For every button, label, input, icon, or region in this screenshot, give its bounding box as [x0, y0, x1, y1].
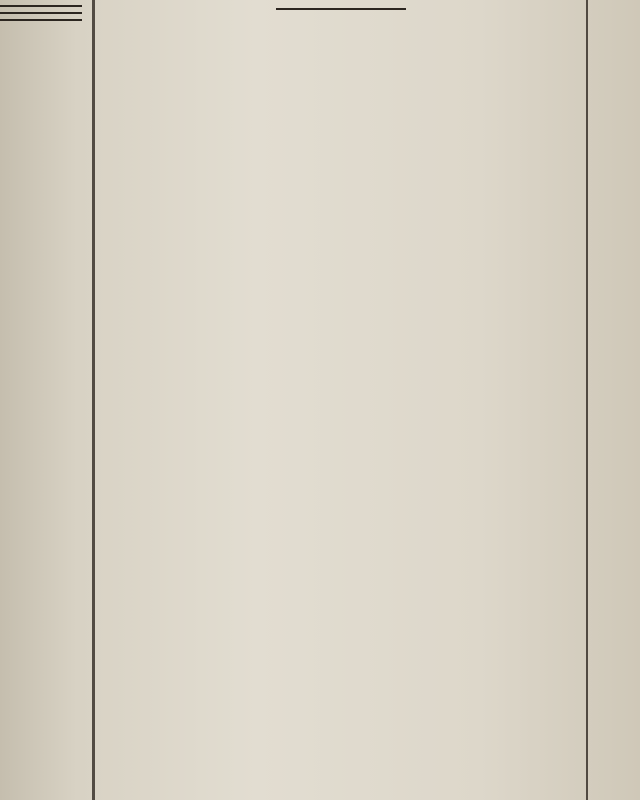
left-column-fragment — [0, 0, 88, 800]
main-article-column — [100, 0, 582, 800]
divider — [0, 5, 82, 7]
article-separator — [276, 8, 406, 10]
divider — [0, 19, 82, 21]
divider — [0, 12, 82, 14]
column-rule-left — [92, 0, 95, 800]
column-rule-right — [586, 0, 588, 800]
right-column-fragment — [592, 0, 640, 800]
